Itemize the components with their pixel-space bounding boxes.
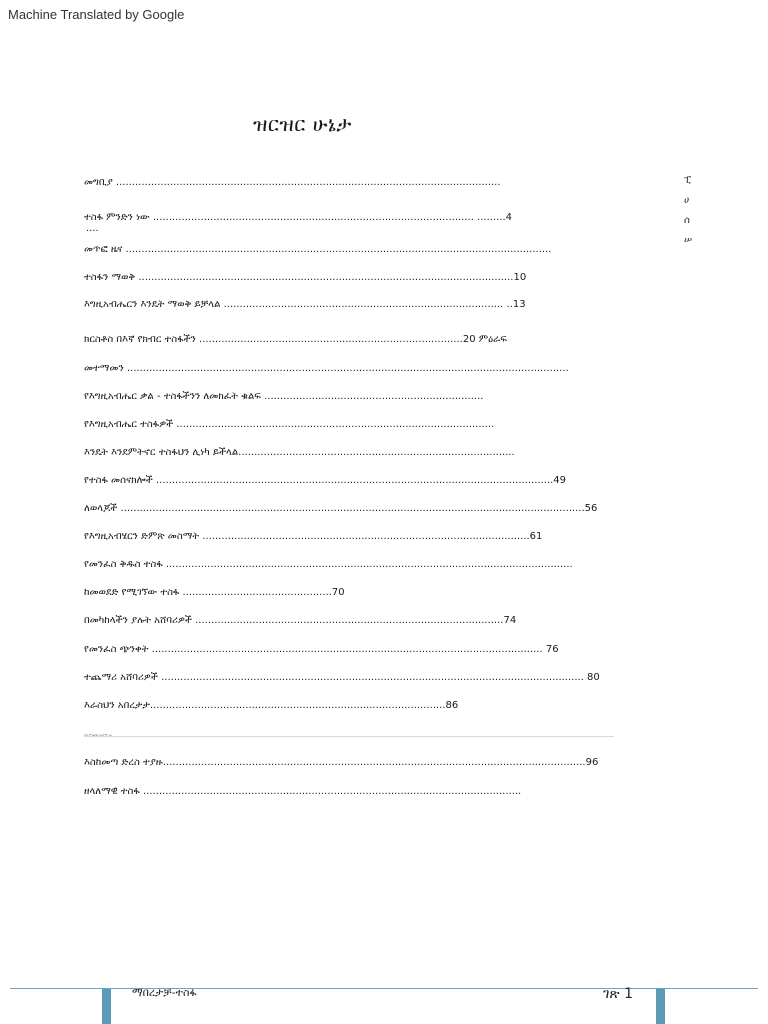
horizontal-rule bbox=[84, 736, 614, 737]
toc-entry-text: መተማመን ........................................................................................................................................... bbox=[84, 363, 569, 374]
toc-entry-text: ከመወደድ የሚገኘው ተስፋ ...............................................70 bbox=[84, 587, 345, 598]
toc-entry-text: ተስፋ ምንድን ነው ..................................................................................................... .........4 bbox=[84, 212, 513, 223]
toc-entry-text: በመካከላችን ያሉት አሸባሪዎች .................................................................................................74 bbox=[84, 615, 517, 626]
footer-bar-right bbox=[656, 989, 665, 1024]
toc-entry bbox=[84, 243, 551, 256]
toc-entry bbox=[84, 643, 559, 656]
page-number: ገጽ 1 bbox=[603, 986, 634, 1002]
tiny-note: ይህ ምናልባት ጠቃሚ ነው bbox=[84, 733, 113, 737]
toc-entry bbox=[84, 586, 345, 599]
toc-entry-text: የመንፈስ ቅዱስ ተስፋ ................................................................................................................................ bbox=[84, 559, 573, 570]
toc-entry-text: ለወላጆች ..................................................................................................................................................56 bbox=[84, 503, 598, 514]
footer-bar-left bbox=[102, 989, 111, 1024]
footer-line bbox=[10, 988, 758, 989]
toc-entry-text: የእግዚአብሄርን ድምጽ መስማት .......................................................................................................61 bbox=[84, 531, 543, 542]
toc-entry-text: እግዚአብሔርን እንዴት ማወቅ ይቻላል ........................................................................................ ..13 bbox=[84, 299, 526, 310]
toc-entry-text: መግቢያ ......................................................................................................................... bbox=[84, 177, 501, 188]
toc-entry-continuation: .... bbox=[86, 223, 99, 234]
toc-entry bbox=[84, 502, 597, 515]
side-letter: ሀ bbox=[684, 195, 690, 206]
toc-entry bbox=[84, 671, 600, 684]
toc-entry-text: ተጨማሪ አሸባሪዎች ..................................................................................................................................... 80 bbox=[84, 672, 600, 683]
toc-entry bbox=[84, 271, 526, 284]
toc-entry-text: እስከመጣ ድረስ ተያዙ.....................................................................................................................................96 bbox=[84, 757, 599, 768]
toc-entry bbox=[84, 558, 573, 571]
toc-entry bbox=[84, 333, 507, 346]
toc-entry-text: እንዴት እንደምትኖር ተስፋህን ሊነካ ይችላል....................................................................................... bbox=[84, 447, 515, 458]
toc-entry bbox=[84, 362, 569, 375]
toc-entry-text: ዘላለማዊ ተስፋ ....................................................................................................................... bbox=[84, 786, 522, 797]
toc-entry-text: ተስፋን ማወቅ ......................................................................................................................10 bbox=[84, 272, 527, 283]
side-letter: ፒ bbox=[684, 175, 692, 186]
toc-entry-text: የመንፈስ ጭንቀት ........................................................................................................................... 76 bbox=[84, 644, 559, 655]
side-letter-column bbox=[684, 171, 692, 251]
toc-entry bbox=[84, 474, 566, 487]
toc-entry-text: የተስፋ መሰናክሎች .............................................................................................................................49 bbox=[84, 475, 567, 486]
page-title: ዝርዝር ሁኔታ bbox=[253, 112, 352, 136]
toc-entry bbox=[84, 614, 516, 627]
side-letter: ሠ bbox=[684, 235, 693, 246]
toc-entry bbox=[84, 176, 501, 189]
side-letter: ሰ bbox=[684, 215, 690, 226]
machine-translated-banner: Machine Translated by Google bbox=[8, 7, 185, 22]
toc-entry-text: መጥፎ ዜና ...................................................................................................................................... bbox=[84, 244, 552, 255]
toc-entry-text: የእግዚአብሔር ቃል - ተስፋችንን ለመክፈት ቁልፍ ..................................................................... bbox=[84, 391, 484, 402]
toc-entry bbox=[84, 785, 521, 798]
toc-entry-text: እራስህን አበረታታ.............................................................................................86 bbox=[84, 700, 459, 711]
toc-entry bbox=[84, 418, 494, 431]
toc-entry-text: የእግዚአብሔር ተስፋዎች .................................................................................................... bbox=[84, 419, 495, 430]
toc-entry bbox=[84, 211, 512, 224]
toc-entry bbox=[84, 298, 526, 311]
toc-entry bbox=[84, 530, 542, 543]
footer-title: ማበረታቻ-ተስፋ bbox=[132, 986, 197, 999]
toc-entry bbox=[84, 699, 458, 712]
toc-entry bbox=[84, 446, 515, 459]
toc-entry-text: ክርስቶስ በእኛ የክብር ተስፋችን ...................................................................................20 ምዕራፍ bbox=[84, 334, 507, 345]
toc-entry bbox=[84, 390, 483, 403]
toc-entry bbox=[84, 756, 598, 769]
